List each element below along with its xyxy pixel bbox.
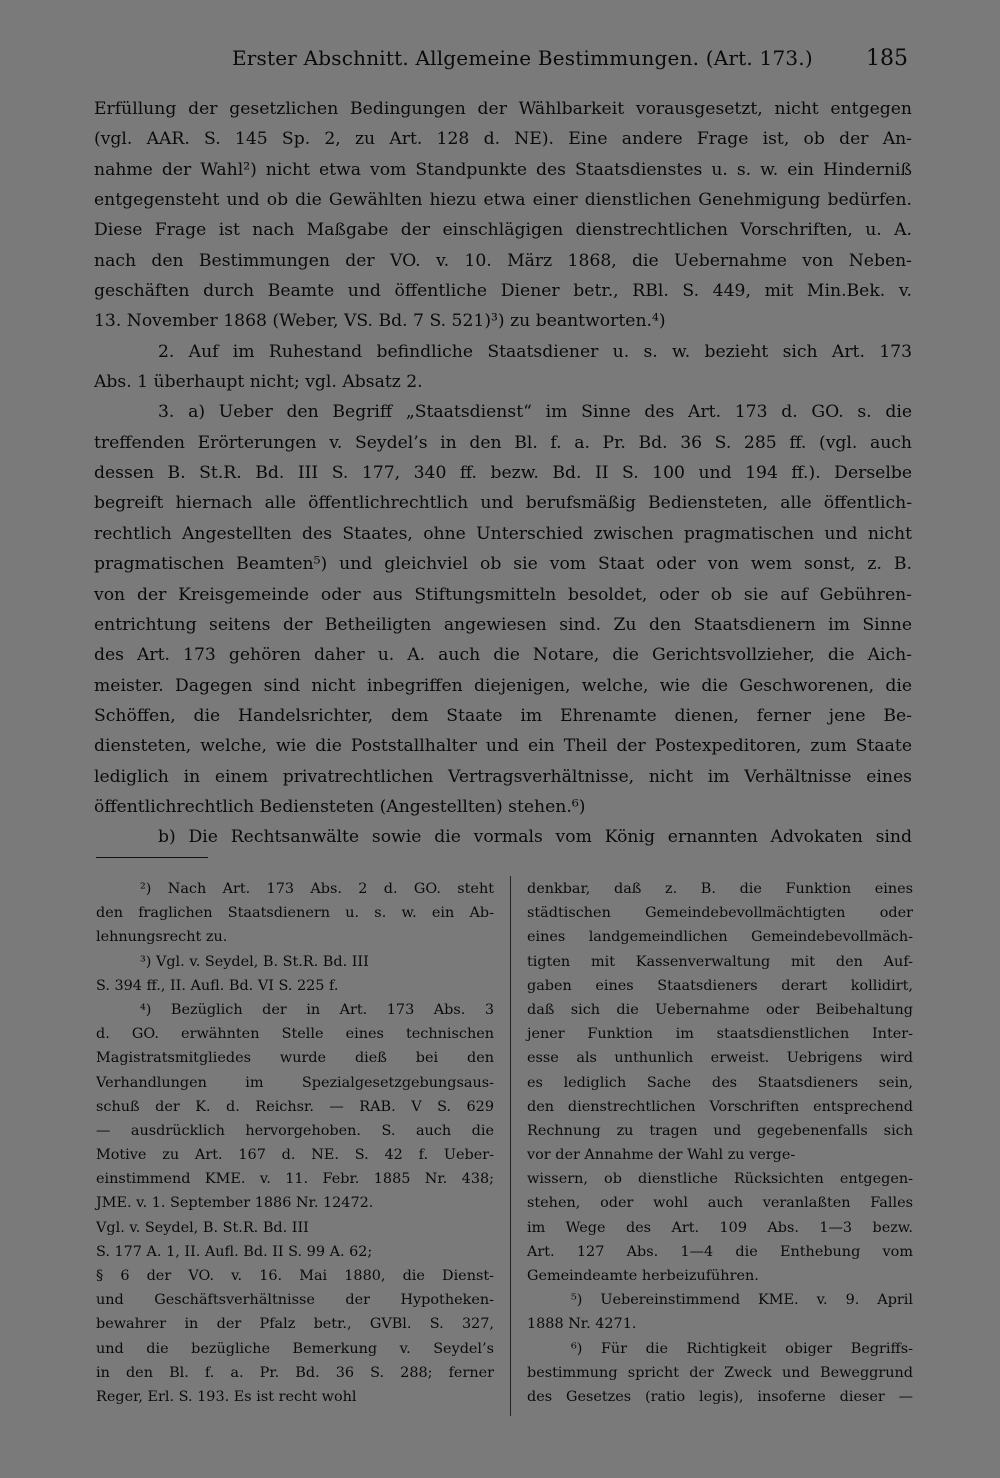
body-text-line: meister. Dagegen sind nicht inbegriffen diejenigen, welche, wie die Geschworenen, die — [94, 675, 912, 696]
body-text-line: 3. a) Ueber den Begriff „Staatsdienst“ im Sinne des Art. 173 d. GO. s. die — [158, 402, 912, 423]
footnote-line: und Geschäftsverhältnisse der Hypotheken- — [96, 1292, 494, 1309]
body-text-line: nahme der Wahl²) nicht etwa vom Standpunkte des Staatsdienstes u. s. w. ein Hinderniß — [94, 159, 912, 180]
body-text-line: pragmatischen Beamten⁵) und gleichviel ob sie vom Staat oder von wem sonst, z. B. — [94, 554, 912, 575]
body-text-line: öffentlichrechtlich Bediensteten (Angestellten) stehen.⁶) — [94, 796, 586, 817]
body-text-line: Abs. 1 überhaupt nicht; vgl. Absatz 2. — [94, 372, 423, 393]
footnote-column-divider — [510, 876, 511, 1416]
page-number: 185 — [866, 46, 908, 71]
footnote-line: S. 394 ff., II. Aufl. Bd. VI S. 225 f. — [96, 977, 339, 994]
body-text-line: 13. November 1868 (Weber, VS. Bd. 7 S. 521)³) zu beantworten.⁴) — [94, 311, 666, 332]
footnotes-right-column — [527, 877, 913, 1409]
body-text-line: nach den Bestimmungen der VO. v. 10. März 1868, die Uebernahme von Neben- — [94, 250, 912, 271]
footnote-line: § 6 der VO. v. 16. Mai 1880, die Dienst- — [96, 1268, 494, 1284]
footnote-line: Verhandlungen im Spezialgesetzgebungsaus- — [96, 1074, 494, 1091]
body-text-line: geschäften durch Beamte und öffentliche Diener betr., RBl. S. 449, mit Min.Bek. v. — [94, 281, 912, 302]
footnote-line: ⁶) Für die Richtigkeit obiger Begriffs- — [571, 1340, 913, 1357]
footnote-line: Gemeindeamte herbeizuführen. — [527, 1268, 759, 1284]
footnote-line: stehen, oder wohl auch veranlaßten Falles — [527, 1195, 913, 1212]
body-text-line: (vgl. AAR. S. 145 Sp. 2, zu Art. 128 d. NE). Eine andere Frage ist, ob der An- — [94, 129, 912, 150]
footnote-line: ²) Nach Art. 173 Abs. 2 d. GO. steht — [140, 881, 494, 897]
footnote-line: Magistratsmitgliedes wurde dieß bei den — [96, 1050, 494, 1067]
body-text-line: von der Kreisgemeinde oder aus Stiftungsmitteln besoldet, oder ob sie auf Gebühren- — [94, 584, 912, 605]
footnote-line: wissern, ob dienstliche Rücksichten entgegen- — [527, 1171, 913, 1188]
footnote-line: und die bezügliche Bemerkung v. Seydel’s — [96, 1340, 494, 1357]
footnote-line: Rechnung zu tragen und gegebenenfalls sich — [527, 1122, 913, 1139]
footnote-line: gaben eines Staatsdieners derart kollidirt, — [527, 977, 913, 994]
footnote-line: ⁴) Bezüglich der in Art. 173 Abs. 3 — [140, 1001, 494, 1018]
body-text-line: Erfüllung der gesetzlichen Bedingungen der Wählbarkeit vorausgesetzt, nicht entgegen — [94, 99, 912, 119]
footnote-line: Reger, Erl. S. 193. Es ist recht wohl — [96, 1388, 357, 1405]
footnote-line: 1888 Nr. 4271. — [527, 1316, 637, 1333]
footnote-line: denkbar, daß z. B. die Funktion eines — [527, 881, 913, 897]
footnote-line: — ausdrücklich hervorgehoben. S. auch die — [96, 1122, 494, 1139]
body-text-line: dessen B. St.R. Bd. III S. 177, 340 ff. bezw. Bd. II S. 100 und 194 ff.). Derselbe — [94, 463, 912, 484]
footnote-line: d. GO. erwähnten Stelle eines technischen — [96, 1026, 494, 1043]
body-text-line: diensteten, welche, wie die Poststallhalter und ein Theil der Postexpeditoren, zum Staate — [94, 736, 912, 757]
footnote-line: es lediglich Sache des Staatsdieners sein, — [527, 1074, 913, 1091]
footnotes-left-column — [96, 877, 494, 1409]
body-text-line: rechtlich Angestellten des Staates, ohne Unterschied zwischen pragmatischen und nicht — [94, 523, 912, 544]
body-text-line: entgegensteht und ob die Gewählten hiezu etwa einer dienstlichen Genehmigung bedürfen. — [94, 190, 912, 211]
footnote-line: Vgl. v. Seydel, B. St.R. Bd. III — [96, 1219, 309, 1236]
footnote-line: S. 177 A. 1, II. Aufl. Bd. II S. 99 A. 62; — [96, 1243, 373, 1260]
footnote-line: eines landgemeindlichen Gemeindebevollmäch- — [527, 929, 913, 946]
body-text-line: b) Die Rechtsanwälte sowie die vormals vom König ernannten Advokaten sind — [158, 827, 912, 848]
footnote-line: Motive zu Art. 167 d. NE. S. 42 f. Ueber- — [96, 1147, 494, 1164]
footnote-line: jener Funktion im staatsdienstlichen Inter- — [527, 1026, 913, 1043]
footnote-line: den dienstrechtlichen Vorschriften entsprechend — [527, 1098, 913, 1115]
body-text-line: des Art. 173 gehören daher u. A. auch die Notare, die Gerichtsvollzieher, die Aich- — [94, 645, 912, 666]
footnote-line: im Wege des Art. 109 Abs. 1—3 bezw. — [527, 1219, 913, 1236]
footnote-line: JME. v. 1. September 1886 Nr. 12472. — [96, 1195, 374, 1212]
footnote-separator-rule — [96, 857, 208, 858]
footnote-line: des Gesetzes (ratio legis), insoferne dieser — — [527, 1388, 913, 1405]
body-text-line: treffenden Erörterungen v. Seydel’s in den Bl. f. a. Pr. Bd. 36 S. 285 ff. (vgl. auch — [94, 432, 912, 453]
body-text-line: lediglich in einem privatrechtlichen Vertragsverhältnisse, nicht im Verhältnisse eines — [94, 766, 912, 787]
footnote-line: esse als unthunlich erweist. Uebrigens wird — [527, 1050, 913, 1067]
body-text-line: Schöffen, die Handelsrichter, dem Staate im Ehrenamte dienen, ferner jene Be- — [94, 705, 912, 726]
footnote-line: vor der Annahme der Wahl zu verge- — [527, 1147, 796, 1164]
main-text-block — [94, 94, 912, 853]
page-header — [0, 40, 1000, 80]
footnote-line: bestimmung spricht der Zweck und Beweggrund — [527, 1364, 913, 1381]
footnote-line: Art. 127 Abs. 1—4 die Enthebung vom — [527, 1243, 913, 1260]
footnote-line: daß sich die Uebernahme oder Beibehaltung — [527, 1001, 913, 1018]
body-text-line: 2. Auf im Ruhestand befindliche Staatsdiener u. s. w. bezieht sich Art. 173 — [158, 341, 912, 362]
footnote-line: lehnungsrecht zu. — [96, 929, 228, 946]
footnote-line: ³) Vgl. v. Seydel, B. St.R. Bd. III — [140, 953, 369, 970]
footnote-line: den fraglichen Staatsdienern u. s. w. ein Ab- — [96, 905, 494, 922]
running-title: Erster Abschnitt. Allgemeine Bestimmungen. (Art. 173.) — [232, 46, 813, 70]
footnote-line: ⁵) Uebereinstimmend KME. v. 9. April — [571, 1292, 913, 1309]
footnote-line: bewahrer in der Pfalz betr., GVBl. S. 327, — [96, 1316, 494, 1333]
footnote-line: in den Bl. f. a. Pr. Bd. 36 S. 288; ferner — [96, 1364, 494, 1381]
footnote-line: tigten mit Kassenverwaltung mit den Auf- — [527, 953, 913, 970]
footnote-line: schuß der K. d. Reichsr. — RAB. V S. 629 — [96, 1098, 494, 1115]
body-text-line: entrichtung seitens der Betheiligten angewiesen sind. Zu den Staatsdienern im Sinne — [94, 614, 912, 635]
footnote-line: städtischen Gemeindebevollmächtigten oder — [527, 905, 913, 922]
body-text-line: begreift hiernach alle öffentlichrechtlich und berufsmäßig Bediensteten, alle öffentlich- — [94, 493, 912, 514]
body-text-line: Diese Frage ist nach Maßgabe der einschlägigen dienstrechtlichen Vorschriften, u. A. — [94, 220, 912, 241]
footnote-line: einstimmend KME. v. 11. Febr. 1885 Nr. 438; — [96, 1171, 494, 1188]
